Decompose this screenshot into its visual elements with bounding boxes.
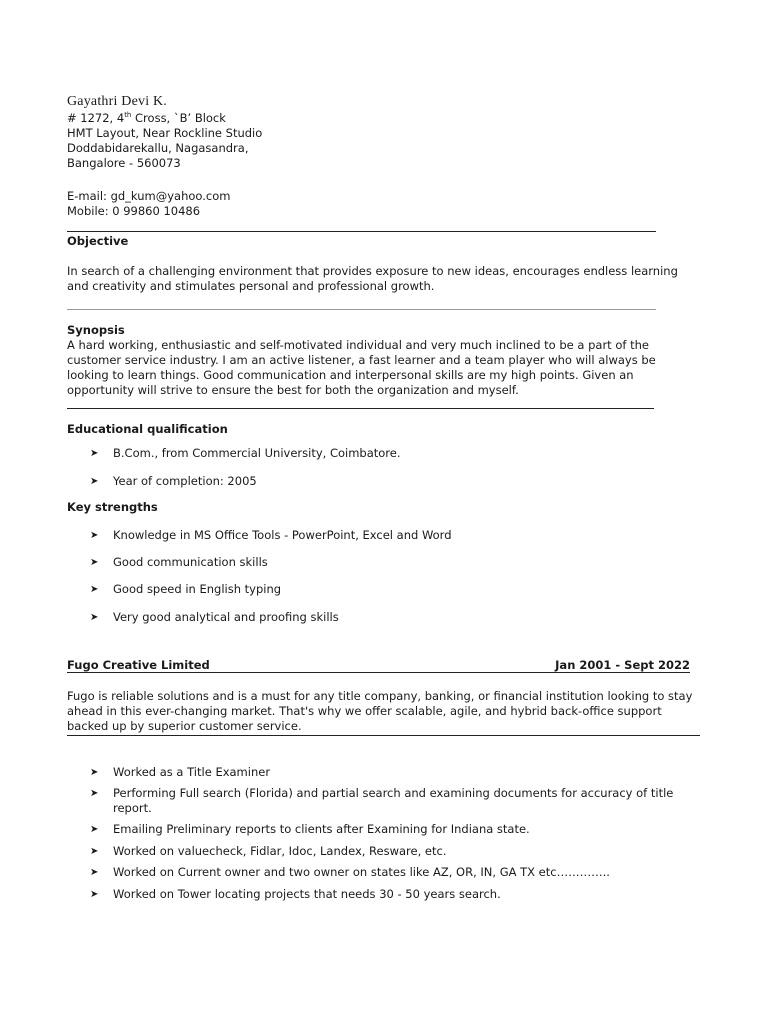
arrowhead-bullet-icon: ➤ — [90, 824, 99, 835]
objective-text: In search of a challenging environment that provides exposure to new ideas, encourages endless learning and creativity and stimulates personal and professional growth. — [67, 264, 678, 293]
address-line-3: Doddabidarekallu, Nagasandra, — [67, 141, 249, 155]
synopsis-text: A hard working, enthusiastic and self-motivated individual and very much inclined to be a part of the customer service industry. I am an active listener, a fast learner and a team player who will always be looking to learn things. Good communication and interpersonal skills are my high points. Given an opportunity will strive to ensure the best for both the organization and myself. — [67, 338, 656, 397]
mobile-line: Mobile: 0 99860 10486 — [67, 204, 201, 218]
list-item-text: Knowledge in MS Office Tools - PowerPoint, Excel and Word — [113, 528, 452, 542]
arrowhead-bullet-icon: ➤ — [90, 846, 99, 857]
arrowhead-bullet-icon: ➤ — [90, 448, 99, 459]
list-item-text: Performing Full search (Florida) and partial search and examining documents for accuracy of title report. — [113, 786, 674, 815]
education-heading: Educational qualification — [67, 422, 228, 436]
list-item-text: Worked on valuecheck, Fidlar, Idoc, Landex, Resware, etc. — [113, 844, 447, 858]
arrowhead-bullet-icon: ➤ — [90, 584, 99, 595]
arrowhead-bullet-icon: ➤ — [90, 867, 99, 878]
list-item — [90, 765, 690, 780]
list-item-text: B.Com., from Commercial University, Coimbatore. — [113, 446, 401, 460]
list-item — [90, 582, 690, 597]
list-item — [90, 822, 690, 837]
list-item — [90, 610, 690, 625]
divider-rule — [67, 735, 700, 736]
objective-heading: Objective — [67, 234, 129, 248]
email-line: E-mail: gd_kum@yahoo.com — [67, 189, 231, 203]
arrowhead-bullet-icon: ➤ — [90, 889, 99, 900]
list-item — [90, 474, 690, 489]
list-item — [90, 528, 690, 543]
address-line-4: Bangalore - 560073 — [67, 156, 181, 170]
list-item-text: Good communication skills — [113, 555, 268, 569]
list-item — [90, 844, 690, 859]
list-item-text: Very good analytical and proofing skills — [113, 610, 339, 624]
list-item — [90, 555, 690, 570]
list-item — [90, 865, 690, 880]
address-line-1-pre: # 1272, 4 — [67, 111, 125, 125]
job-header — [67, 658, 690, 672]
list-item-text: Worked as a Title Examiner — [113, 765, 271, 779]
arrowhead-bullet-icon: ➤ — [90, 476, 99, 487]
arrowhead-bullet-icon: ➤ — [90, 557, 99, 568]
candidate-name: Gayathri Devi K. — [67, 94, 168, 109]
arrowhead-bullet-icon: ➤ — [90, 788, 99, 799]
strengths-heading: Key strengths — [67, 500, 158, 514]
list-item-text: Emailing Preliminary reports to clients after Examining for Indiana state. — [113, 822, 530, 836]
job-description: Fugo is reliable solutions and is a must for any title company, banking, or financial institution looking to stay ahead in this ever-changing market. That's why we offer scalable, agile, and hybrid back-office support backed up by superior customer service. — [67, 689, 693, 733]
divider-rule — [67, 231, 656, 232]
address-line-1-sup: th — [124, 111, 132, 120]
address-line-1-post: Cross, `B’ Block — [131, 111, 226, 125]
list-item-text: Worked on Tower locating projects that needs 30 - 50 years search. — [113, 887, 501, 901]
arrowhead-bullet-icon: ➤ — [90, 612, 99, 623]
arrowhead-bullet-icon: ➤ — [90, 767, 99, 778]
list-item — [90, 786, 680, 816]
job-period: Jan 2001 - Sept 2022 — [555, 658, 690, 672]
divider-rule — [67, 408, 654, 409]
address-line-1 — [67, 111, 226, 126]
address-line-2: HMT Layout, Near Rockline Studio — [67, 126, 263, 140]
company-name: Fugo Creative Limited — [67, 658, 210, 672]
synopsis-heading: Synopsis — [67, 323, 125, 337]
divider-rule — [67, 672, 690, 673]
list-item-text: Worked on Current owner and two owner on states like AZ, OR, IN, GA TX etc………….. — [113, 865, 610, 879]
list-item — [90, 446, 690, 461]
list-item — [90, 887, 690, 902]
arrowhead-bullet-icon: ➤ — [90, 530, 99, 541]
list-item-text: Year of completion: 2005 — [113, 474, 257, 488]
divider-rule — [67, 309, 656, 310]
list-item-text: Good speed in English typing — [113, 582, 282, 596]
